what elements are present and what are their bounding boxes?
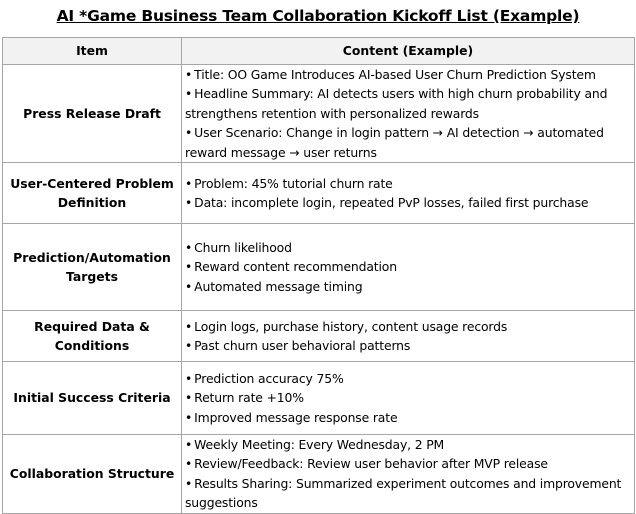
table-header-row — [3, 38, 635, 65]
bullet-text: Login logs, purchase history, content usage records — [194, 318, 508, 334]
bullet-icon: • — [185, 175, 193, 191]
kickoff-table — [2, 37, 635, 514]
bullet-icon: • — [185, 67, 193, 82]
bullet-line — [185, 408, 632, 427]
bullet-line — [185, 474, 632, 513]
content-cell — [182, 435, 635, 514]
bullet-icon: • — [185, 338, 193, 354]
bullet-line — [185, 238, 632, 257]
bullet-icon: • — [185, 409, 193, 425]
bullet-line — [185, 388, 632, 407]
table-row-press-release-draft — [3, 65, 635, 163]
content-cell — [182, 65, 635, 163]
content-cell — [182, 311, 635, 362]
table-row-required-data-conditions — [3, 311, 635, 362]
table-row-prediction-automation-targets — [3, 224, 635, 311]
bullet-line — [185, 193, 632, 212]
bullet-icon: • — [185, 125, 193, 141]
content-cell — [182, 362, 635, 435]
bullet-icon: • — [185, 370, 193, 386]
bullet-line — [185, 65, 632, 84]
bullet-line — [185, 369, 632, 388]
table-row-initial-success-criteria — [3, 362, 635, 435]
bullet-line — [185, 336, 632, 355]
bullet-text: Title: OO Game Introduces AI-based User Churn Prediction System — [194, 67, 596, 82]
bullet-icon: • — [185, 456, 193, 472]
table-row-user-centered-problem-definition — [3, 163, 635, 224]
bullet-line — [185, 435, 632, 454]
bullet-text: Headline Summary: AI detects users with high churn probability and strengthens retention with personalized rewards — [185, 86, 608, 121]
bullet-line — [185, 174, 632, 193]
item-cell: Collaboration Structure — [3, 435, 182, 514]
bullet-icon: • — [185, 318, 193, 334]
bullet-icon: • — [185, 390, 193, 406]
bullet-text: Review/Feedback: Review user behavior after MVP release — [194, 456, 548, 472]
bullet-text: Weekly Meeting: Every Wednesday, 2 PM — [194, 437, 445, 453]
bullet-icon: • — [185, 475, 193, 491]
bullet-icon: • — [185, 195, 193, 211]
bullet-text: Prediction accuracy 75% — [194, 370, 344, 386]
bullet-text: Results Sharing: Summarized experiment outcomes and improvement suggestions — [185, 475, 622, 511]
bullet-line — [185, 454, 632, 473]
bullet-text: Return rate +10% — [194, 390, 304, 406]
bullet-line — [185, 84, 632, 123]
bullet-line — [185, 123, 632, 162]
bullet-line — [185, 317, 632, 336]
item-cell: Initial Success Criteria — [3, 362, 182, 435]
table-row-collaboration-structure — [3, 435, 635, 514]
bullet-text: Reward content recommendation — [194, 259, 397, 275]
item-cell: User-Centered Problem Definition — [3, 163, 182, 224]
content-cell — [182, 224, 635, 311]
bullet-line — [185, 277, 632, 296]
item-cell: Required Data & Conditions — [3, 311, 182, 362]
item-cell: Press Release Draft — [3, 65, 182, 163]
bullet-text: User Scenario: Change in login pattern → AI detection → automated reward message → user returns — [185, 125, 604, 160]
bullet-text: Past churn user behavioral patterns — [194, 338, 411, 354]
bullet-icon: • — [185, 437, 193, 453]
bullet-text: Data: incomplete login, repeated PvP losses, failed first purchase — [194, 195, 589, 211]
bullet-text: Improved message response rate — [194, 409, 398, 425]
bullet-icon: • — [185, 259, 193, 275]
bullet-text: Churn likelihood — [194, 239, 292, 255]
column-header-item: Item — [3, 38, 182, 65]
item-cell: Prediction/Automation Targets — [3, 224, 182, 311]
bullet-icon: • — [185, 86, 193, 102]
bullet-text: Automated message timing — [194, 278, 363, 294]
content-cell — [182, 163, 635, 224]
page-title: AI *Game Business Team Collaboration Kickoff List (Example) — [56, 7, 580, 25]
bullet-line — [185, 257, 632, 276]
column-header-content: Content (Example) — [182, 38, 635, 65]
bullet-icon: • — [185, 278, 193, 294]
bullet-text: Problem: 45% tutorial churn rate — [194, 175, 393, 191]
bullet-icon: • — [185, 239, 193, 255]
